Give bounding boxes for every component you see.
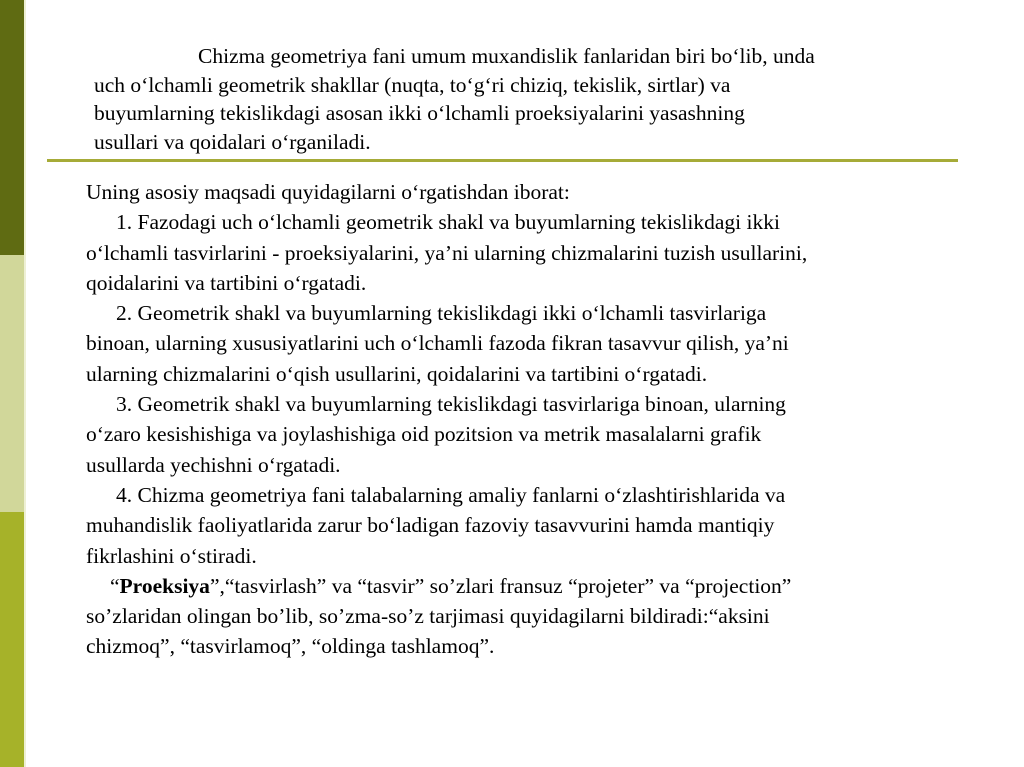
point-4-line-3: fikrlashini o‘stiradi.: [86, 543, 257, 568]
term-line-2: so’zlaridan olingan bo’lib, so’zma-so’z tarjimasi quyidagilarni bildiradi:“aksini: [86, 604, 770, 629]
term-line-3: chizmoq”, “tasvirlamoq”, “oldinga tashlamoq”.: [86, 634, 495, 659]
point-2-line-3: ularning chizmalarini o‘qish usullarini, qoidalarini va tartibini o‘rgatadi.: [86, 361, 708, 386]
intro-line-1: Chizma geometriya fani umum muxandislik fanlaridan biri bo‘lib, unda: [198, 44, 815, 68]
sidebar-block-medium: [0, 512, 24, 767]
term-line-1: [86, 571, 966, 601]
point-1-line-2: o‘lchamli tasvirlarini - proeksiyalarini, ya’ni ularning chizmalarini tuzish usullarini,: [86, 240, 808, 265]
term-line-1-rest: ”,“tasvirlash” va “tasvir” so’zlari fransuz “projeter” va “projection”: [209, 573, 792, 598]
term-bold-word: Proeksiya: [119, 573, 210, 598]
point-3-line-3: usullarda yechishni o‘rgatadi.: [86, 452, 341, 477]
point-1-line-1: 1. Fazodagi uch o‘lchamli geometrik shakl va buyumlarning tekislikdagi ikki: [116, 210, 780, 235]
intro-line-3: buyumlarning tekislikdagi asosan ikki o‘lchamli proeksiyalarini yasashning: [94, 101, 745, 126]
point-1-line-3: qoidalarini va tartibini o‘rgatadi.: [86, 270, 367, 295]
sidebar-edge-line: [24, 0, 26, 767]
body-text: [86, 177, 966, 662]
point-4-line-2: muhandislik faoliyatlarida zarur bo‘ladigan fazoviy tasavvurini hamda mantiqiy: [86, 513, 775, 538]
point-2-line-1: 2. Geometrik shakl va buyumlarning tekislikdagi ikki o‘lchamli tasvirlariga: [116, 301, 767, 326]
point-2-line-2: binoan, ularning xususiyatlarini uch o‘lchamli fazoda fikran tasavvur qilish, ya’ni: [86, 331, 789, 356]
section-divider: [47, 159, 958, 162]
sidebar-block-dark: [0, 0, 24, 255]
sidebar-block-light: [0, 255, 24, 512]
intro-paragraph: [94, 42, 964, 157]
slide-sidebar: [0, 0, 24, 767]
point-3-line-2: o‘zaro kesishishiga va joylashishiga oid pozitsion va metrik masalalarni grafik: [86, 422, 762, 447]
intro-line-4: usullari va qoidalari o‘rganiladi.: [94, 130, 371, 155]
intro-line-2: uch o‘lchamli geometrik shakllar (nuqta, to‘g‘ri chiziq, tekislik, sirtlar) va: [94, 72, 731, 97]
term-open-quote: “: [110, 573, 120, 598]
body-heading: Uning asosiy maqsadi quyidagilarni o‘rgatishdan iborat:: [86, 180, 570, 204]
point-4-line-1: 4. Chizma geometriya fani talabalarning amaliy fanlarni o‘zlashtirishlarida va: [116, 482, 786, 507]
point-3-line-1: 3. Geometrik shakl va buyumlarning tekislikdagi tasvirlariga binoan, ularning: [116, 392, 786, 417]
